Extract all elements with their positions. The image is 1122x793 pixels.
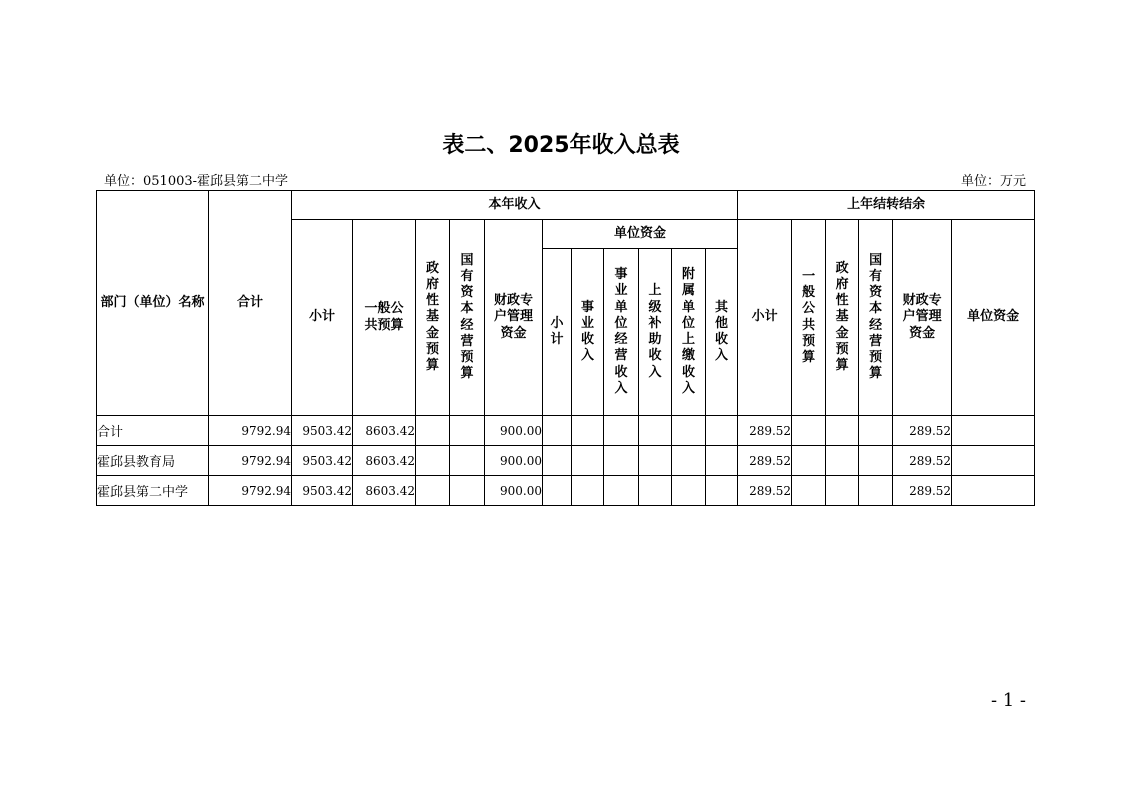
header-py-general-budget: 一般公共预算 [792,220,826,416]
header-total: 合计 [209,191,292,416]
cell-unit-subtotal [543,416,572,446]
table-row [97,476,1035,506]
header-py-fiscal-special: 财政专户管理资金 [893,220,952,416]
header-py-unit-funds: 单位资金 [952,220,1035,416]
cell-total: 9792.94 [209,476,292,506]
header-superior-subsidy: 上级补助收入 [639,249,672,416]
header-fiscal-special: 财政专户管理资金 [485,220,543,416]
cell-business-unit-operating [604,446,639,476]
page-number: - 1 - [990,690,1026,711]
cell-state-capital [450,476,485,506]
header-general-budget: 一般公共预算 [353,220,416,416]
page-title: 表二、2025年收入总表 [442,133,680,158]
header-py-subtotal: 小计 [738,220,792,416]
cell-name: 霍邱县第二中学 [97,476,209,506]
revenue-summary-table [96,190,1035,506]
cell-py-fiscal-special: 289.52 [893,416,952,446]
header-business-unit-operating: 事业单位经营收入 [604,249,639,416]
header-py-gov-fund: 政府性基金预算 [826,220,859,416]
cell-py-general-budget [792,446,826,476]
cell-superior-subsidy [639,446,672,476]
cell-py-state-capital [859,446,893,476]
cell-py-general-budget [792,476,826,506]
cell-other-income [706,416,738,446]
cell-general-budget: 8603.42 [353,476,416,506]
cell-cy-subtotal: 9503.42 [292,446,353,476]
cell-gov-fund [416,416,450,446]
cell-name: 合计 [97,416,209,446]
cell-state-capital [450,416,485,446]
cell-py-fiscal-special: 289.52 [893,476,952,506]
header-state-capital: 国有资本经营预算 [450,220,485,416]
cell-name: 霍邱县教育局 [97,446,209,476]
cell-py-state-capital [859,476,893,506]
cell-py-gov-fund [826,476,859,506]
cell-state-capital [450,446,485,476]
cell-business-income [572,416,604,446]
cell-py-subtotal: 289.52 [738,416,792,446]
cell-affiliated-unit-payment [672,476,706,506]
cell-cy-subtotal: 9503.42 [292,416,353,446]
cell-py-subtotal: 289.52 [738,476,792,506]
cell-py-unit-funds [952,446,1035,476]
cell-py-subtotal: 289.52 [738,446,792,476]
cell-total: 9792.94 [209,446,292,476]
cell-py-state-capital [859,416,893,446]
cell-general-budget: 8603.42 [353,416,416,446]
header-subtotal: 小计 [292,220,353,416]
table-row [97,416,1035,446]
header-affiliated-unit-payment: 附属单位上缴收入 [672,249,706,416]
cell-superior-subsidy [639,476,672,506]
header-gov-fund: 政府性基金预算 [416,220,450,416]
cell-affiliated-unit-payment [672,416,706,446]
header-current-year: 本年收入 [292,191,738,220]
header-dept-name: 部门（单位）名称 [97,191,209,416]
cell-fiscal-special: 900.00 [485,446,543,476]
cell-gov-fund [416,446,450,476]
header-business-income: 事业收入 [572,249,604,416]
cell-other-income [706,446,738,476]
cell-cy-subtotal: 9503.42 [292,476,353,506]
header-py-state-capital: 国有资本经营预算 [859,220,893,416]
cell-unit-subtotal [543,446,572,476]
header-unit-subtotal: 小计 [543,249,572,416]
cell-business-income [572,476,604,506]
cell-py-general-budget [792,416,826,446]
cell-py-gov-fund [826,416,859,446]
header-other-income: 其他收入 [706,249,738,416]
cell-py-gov-fund [826,446,859,476]
cell-superior-subsidy [639,416,672,446]
header-prior-year: 上年结转结余 [738,191,1035,220]
cell-total: 9792.94 [209,416,292,446]
cell-business-income [572,446,604,476]
header-unit-funds: 单位资金 [543,220,738,249]
cell-business-unit-operating [604,416,639,446]
cell-affiliated-unit-payment [672,446,706,476]
cell-unit-subtotal [543,476,572,506]
cell-business-unit-operating [604,476,639,506]
cell-gov-fund [416,476,450,506]
unit-label-organization: 单位：051003-霍邱县第二中学 [104,174,289,189]
cell-general-budget: 8603.42 [353,446,416,476]
cell-py-unit-funds [952,476,1035,506]
table-row [97,446,1035,476]
cell-fiscal-special: 900.00 [485,476,543,506]
unit-label-currency: 单位：万元 [960,174,1026,189]
cell-fiscal-special: 900.00 [485,416,543,446]
cell-other-income [706,476,738,506]
cell-py-unit-funds [952,416,1035,446]
cell-py-fiscal-special: 289.52 [893,446,952,476]
